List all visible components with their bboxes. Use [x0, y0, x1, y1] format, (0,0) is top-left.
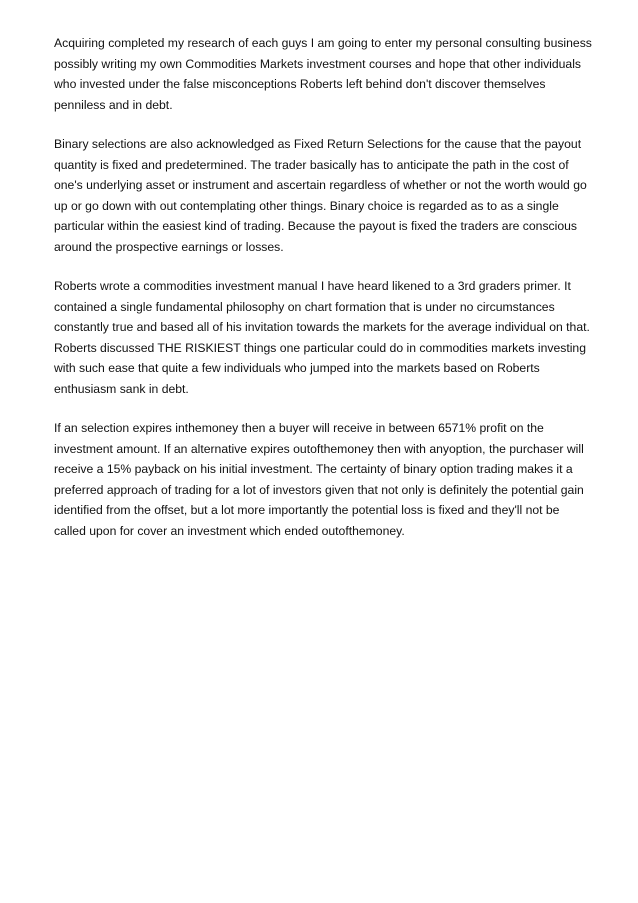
paragraph-roberts-manual: Roberts wrote a commodities investment manual I have heard likened to a 3rd graders primer. It contained a single fundamental philosophy on chart formation that is under no circumstances constantly true and based all of his invitation towards the markets for the average individual on that. Roberts discussed THE RISKIEST things one particular could do in commodities markets investing with such ease that quite a few individuals who jumped into the markets based on Roberts enthusiasm sank in debt.	[54, 279, 590, 396]
paragraph-consulting: Acquiring completed my research of each guys I am going to enter my personal consulting business possibly writing my own Commodities Markets investment courses and hope that other individuals who invested under the false misconceptions Roberts left behind don't discover themselves penniless and in debt.	[54, 36, 592, 112]
paragraph-expiry-payout: If an selection expires inthemoney then a buyer will receive in between 6571% profit on the investment amount. If an alternative expires outofthemoney then with anyoption, the purchaser will receive a 15% payback on his initial investment. The certainty of binary option trading makes it a preferred approach of trading for a lot of investors given that not only is definitely the potential gain identified from the offset, but a lot more importantly the potential loss is fixed and they'll not be called upon for cover an investment which ended outofthemoney.	[54, 421, 584, 538]
paragraph-binary-selections: Binary selections are also acknowledged as Fixed Return Selections for the cause that the payout quantity is fixed and predetermined. The trader basically has to anticipate the path in the cost of one's underlying asset or instrument and ascertain regardless of whether or not the worth would go up or go down with out contemplating other things. Binary choice is regarded as to as a single particular within the easiest kind of trading. Because the payout is fixed the traders are conscious around the prospective earnings or losses.	[54, 137, 587, 254]
document-body	[54, 33, 594, 560]
